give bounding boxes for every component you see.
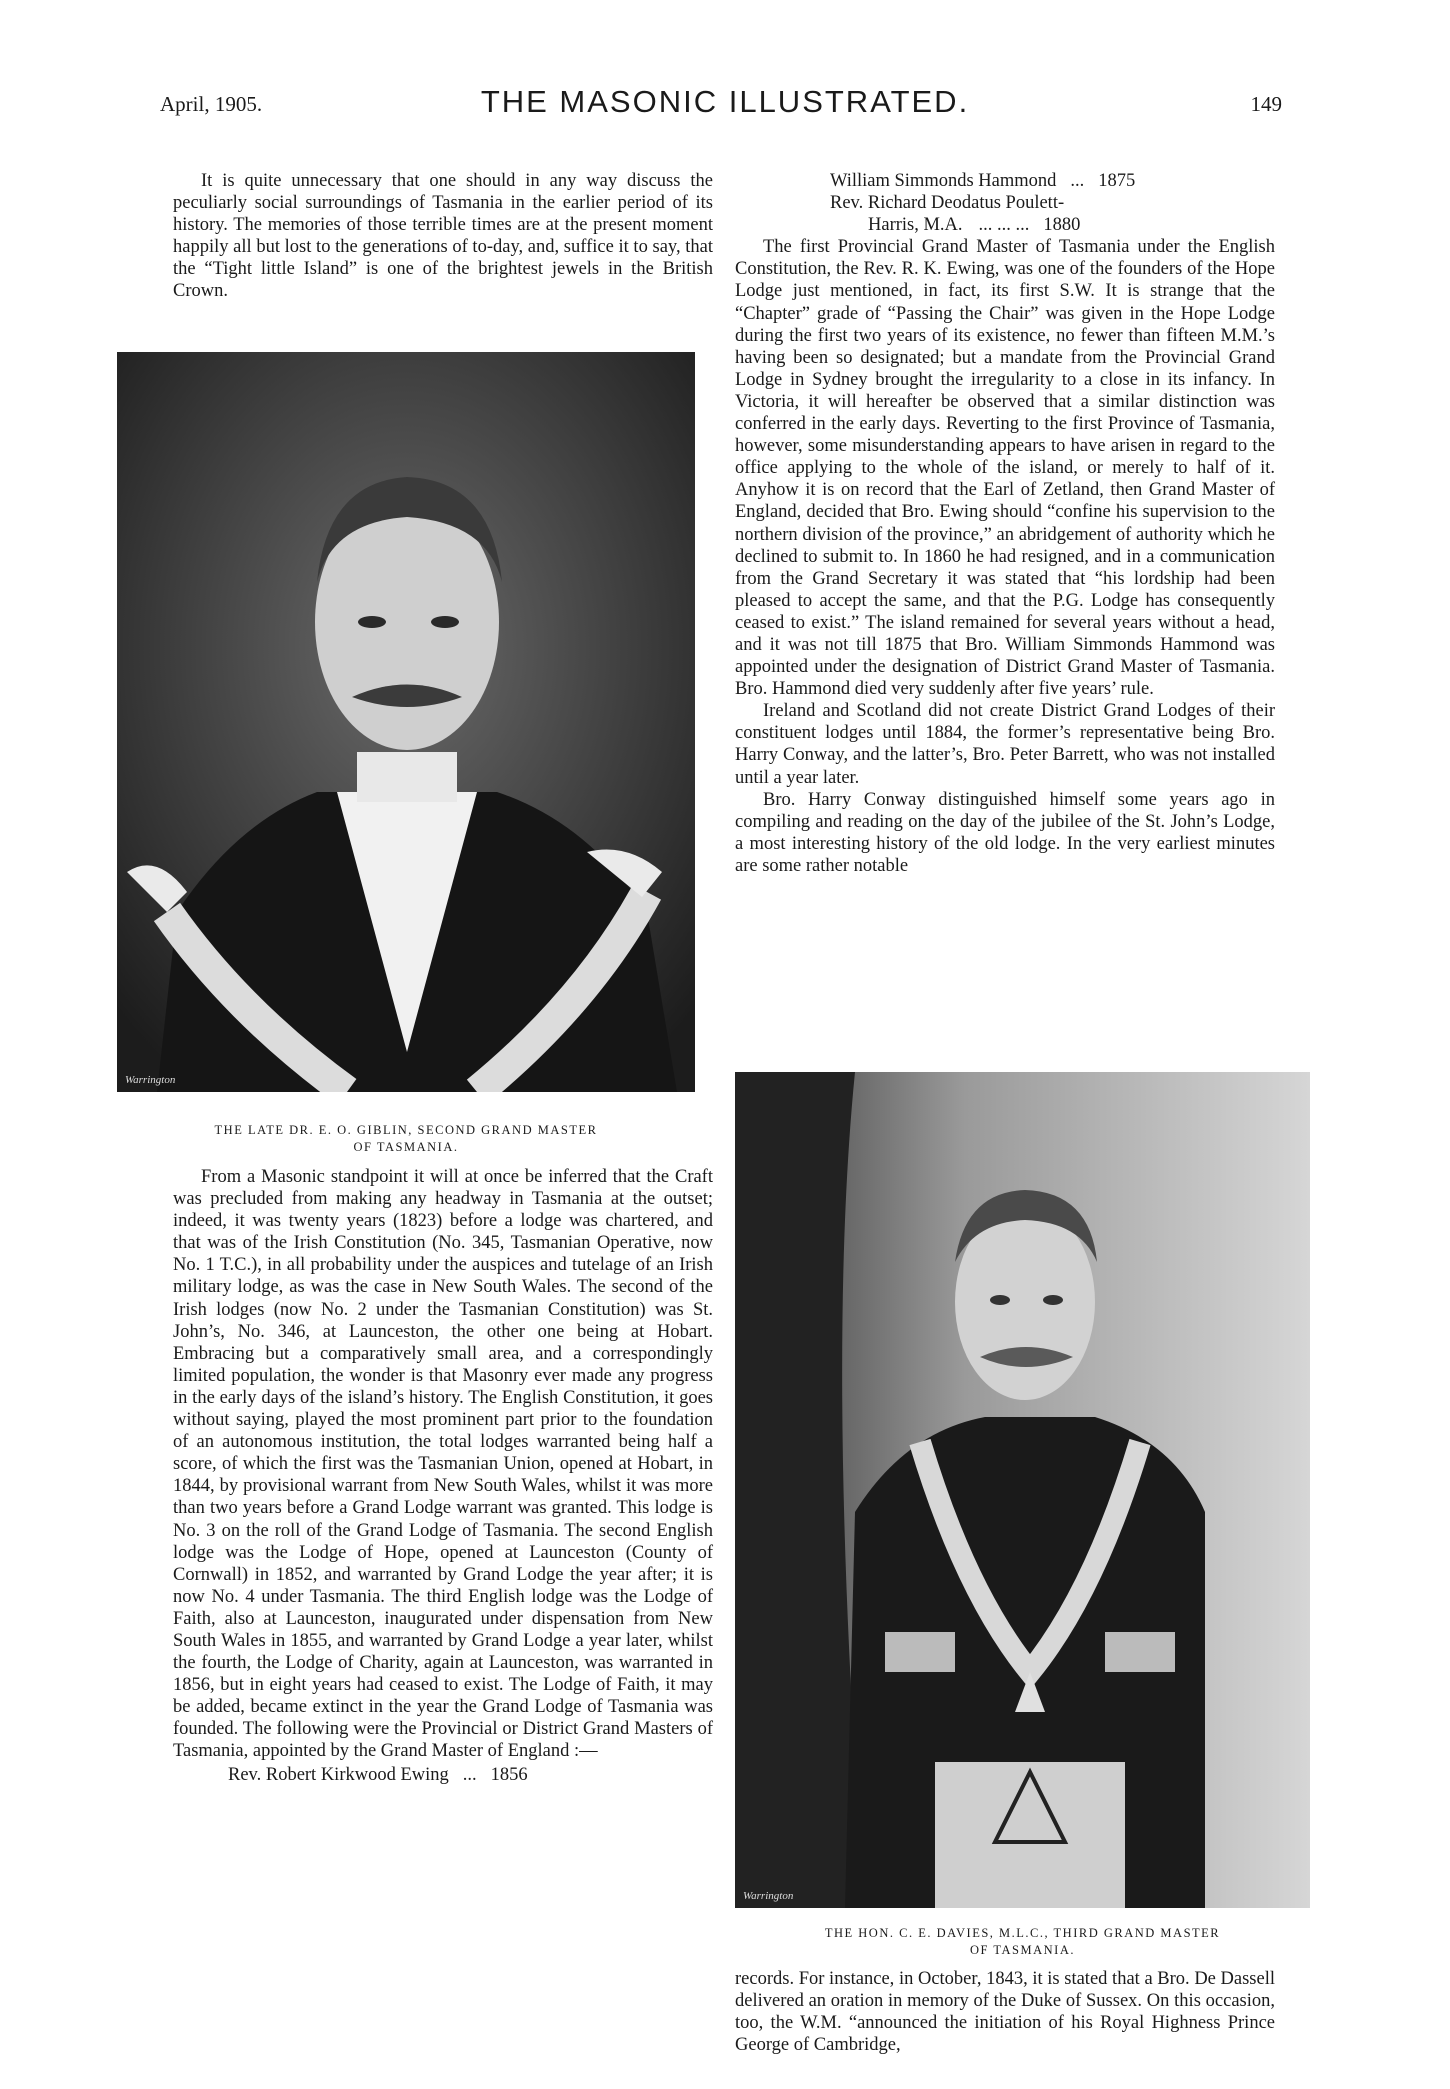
list-item: Harris, M.A. ... ... ... 1880	[868, 215, 1081, 236]
portrait-giblin	[117, 352, 695, 1092]
photo1-signature: Warrington	[125, 1074, 176, 1086]
photo2-caption-line1: THE HON. C. E. DAVIES, M.L.C., THIRD GRAND MASTER	[824, 1926, 1221, 1940]
photo1-caption-line2: OF TASMANIA.	[353, 1140, 459, 1154]
right-paragraph-1: The first Provincial Grand Master of Tasmania under the English Constitution, the Rev. R. K. Ewing, was one of the founders of the Hope Lodge just mentioned, in fact, its first S.W. It is strange that the “Chapter” grade of “Passing the Chair” was given in the Hope Lodge during the first two years of its existence, no fewer than fifteen M.M.’s having been so designated; but a mandate from the Provincial Grand Lodge in Sydney brought the irregularity to a close in its infancy. In Victoria, it will hereafter be observed that a similar distinction was conferred in the early days. Reverting to the first Province of Tasmania, however, some misunderstanding appears to have arisen in regard to the office applying to the whole of the island, or merely to half of it. Anyhow it is on record that the Earl of Zetland, then Grand Master of England, decided that Bro. Ewing should “confine his supervision to the northern division of the province,” an abridgement of authority which he declined to submit to. In 1860 he had resigned, and in a communication from the Grand Secretary it was stated that “his lordship had been pleased to accept the same, and that the P.G. Lodge has consequently ceased to exist.” The island remained for several years without a head, and it was not till 1875 that Bro. William Simmonds Hammond was appointed under the designation of District Grand Master of Tasmania. Bro. Hammond died very suddenly after five years’ rule.	[735, 237, 1275, 700]
records-paragraph: records. For instance, in October, 1843, it is stated that a Bro. De Dassell delivered an oration in memory of the Duke of Sussex. On this occasion, too, the W.M. “announced the initiation of his Royal Highness Prince George of Cambridge,	[735, 1969, 1275, 2056]
page-number: 149	[1250, 92, 1282, 116]
records-paragraph-block	[735, 1968, 1275, 2056]
list-item: Rev. Robert Kirkwood Ewing ... 1856	[228, 1764, 528, 1785]
list-item: Rev. Richard Deodatus Poulett-	[830, 193, 1065, 214]
publication-title: THE MASONIC ILLUSTRATED.	[480, 84, 970, 119]
intro-paragraph: It is quite unnecessary that one should in any way discuss the peculiarly social surroundings of Tasmania in the earlier period of its history. The memories of those terrible times are at the present moment happily all but lost to the generations of to-day, and, suffice it to say, that the “Tight little Island” is one of the brightest jewels in the British Crown.	[173, 171, 713, 302]
right-column	[735, 170, 1275, 877]
history-paragraph-block	[173, 1166, 713, 1786]
portrait-giblin-image	[117, 352, 695, 1092]
portrait-davies	[735, 1072, 1310, 1908]
masters-list-right	[735, 170, 1275, 236]
photo2-signature: Warrington	[743, 1890, 794, 1902]
history-paragraph: From a Masonic standpoint it will at once be inferred that the Craft was precluded from making any headway in Tasmania at the outset; indeed, it was twenty years (1823) before a lodge was chartered, and that was of the Irish Constitution (No. 345, Tasmanian Operative, now No. 1 T.C.), in all probability under the auspices and tutelage of an Irish military lodge, as was the case in New South Wales. The second of the Irish lodges (now No. 2 under the Tasmanian Constitution) was St. John’s, No. 346, at Launceston, the other one being at Hobart. Embracing but a comparatively small area, and a correspondingly limited population, the wonder is that Masonry ever made any progress in the early days of the island’s history. The English Constitution, it goes without saying, played the most prominent part prior to the foundation of an autonomous institution, the total lodges warranted being half a score, of which the first was the Tasmanian Union, opened at Hobart, in 1844, by provisional warrant from New South Wales, whilst it was more than two years before a Grand Lodge warrant was granted. This lodge is No. 3 on the roll of the Grand Lodge of Tasmania. The second English lodge was the Lodge of Hope, opened at Launceston (County of Cornwall) in 1852, and warranted by Grand Lodge the year after; it is now No. 4 under Tasmania. The third English lodge was the Lodge of Faith, also at Launceston, inaugurated under dispensation from New South Wales in 1855, and warranted by Grand Lodge a year later, whilst the fourth, the Lodge of Charity, again at Launceston, was warranted in 1856, but in eight years had ceased to exist. The Lodge of Faith, it may be added, became extinct in the year the Grand Lodge of Tasmania was founded. The following were the Provincial or District Grand Masters of Tasmania, appointed by the Grand Master of England :—	[173, 1167, 713, 1762]
photo2-caption-line2: OF TASMANIA.	[970, 1943, 1075, 1957]
photo1-caption-line1: THE LATE DR. E. O. GIBLIN, SECOND GRAND MASTER	[214, 1123, 598, 1137]
right-paragraph-2: Ireland and Scotland did not create District Grand Lodges of their constituent lodges until 1884, the former’s representative being Bro. Harry Conway, and the latter’s, Bro. Peter Barrett, who was not installed until a year later.	[735, 701, 1275, 788]
list-item: William Simmonds Hammond ... 1875	[830, 171, 1136, 191]
masters-list-left	[173, 1764, 713, 1786]
photo2-caption	[735, 1925, 1310, 1959]
issue-date: April, 1905.	[160, 92, 263, 116]
intro-paragraph-block	[173, 170, 713, 303]
portrait-davies-image	[735, 1072, 1310, 1908]
right-paragraph-3: Bro. Harry Conway distinguished himself some years ago in compiling and reading on the day of the jubilee of the St. John’s Lodge, a most interesting history of the old lodge. In the very earliest minutes are some rather notable	[735, 789, 1275, 876]
photo1-caption	[117, 1122, 695, 1156]
